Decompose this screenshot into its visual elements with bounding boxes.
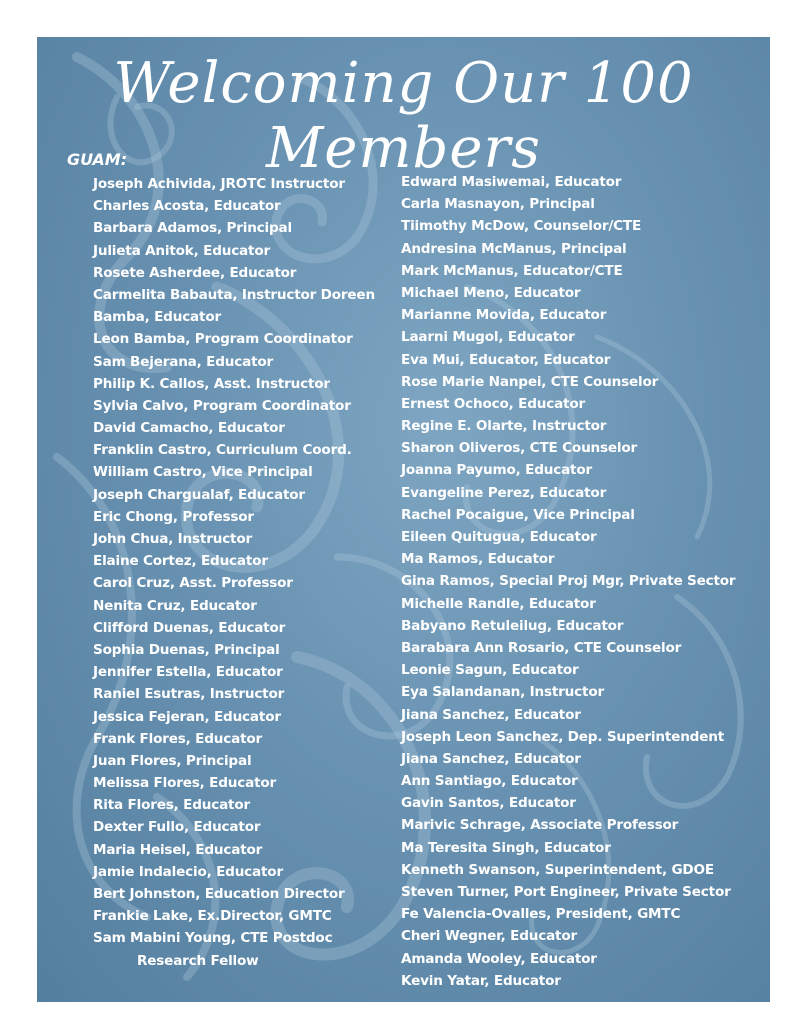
member-entry: Eric Chong, Professor (93, 508, 254, 525)
member-entry: Cheri Wegner, Educator (401, 928, 577, 945)
member-entry: Joanna Payumo, Educator (401, 462, 592, 479)
member-entry: Jessica Fejeran, Educator (93, 708, 281, 725)
member-entry: Sylvia Calvo, Program Coordinator (93, 397, 351, 414)
member-entry: Jamie Indalecio, Educator (93, 863, 283, 880)
member-entry: Ma Ramos, Educator (401, 551, 555, 568)
member-entry: Rita Flores, Educator (93, 797, 250, 814)
member-entry: Jiana Sanchez, Educator (401, 706, 581, 723)
member-entry: Bamba, Educator (93, 309, 221, 326)
member-entry: Melissa Flores, Educator (93, 775, 277, 792)
member-entry: Evangeline Perez, Educator (401, 484, 607, 501)
member-entry: Michelle Randle, Educator (401, 595, 596, 612)
member-entry: Dexter Fullo, Educator (93, 819, 261, 836)
member-entry: Leonie Sagun, Educator (401, 662, 579, 679)
member-entry: Sam Bejerana, Educator (93, 353, 274, 370)
member-entry: Barbara Adamos, Principal (93, 220, 292, 237)
member-entry: Eva Mui, Educator, Educator (401, 351, 611, 368)
member-entry: Mark McManus, Educator/CTE (401, 262, 623, 279)
member-entry: Ernest Ochoco, Educator (401, 395, 586, 412)
member-entry: Babyano Retuleilug, Educator (401, 617, 624, 634)
member-entry: Regine E. Olarte, Instructor (401, 418, 607, 435)
member-entry: Sharon Oliveros, CTE Counselor (401, 440, 638, 457)
member-entry: Sophia Duenas, Principal (93, 641, 280, 658)
member-entry: Franklin Castro, Curriculum Coord. (93, 442, 352, 459)
member-entry: David Camacho, Educator (93, 420, 285, 437)
member-entry: Frankie Lake, Ex.Director, GMTC (93, 908, 332, 925)
member-entry: Fe Valencia-Ovalles, President, GMTC (401, 906, 681, 923)
member-entry: Nenita Cruz, Educator (93, 597, 257, 614)
member-entry: Amanda Wooley, Educator (401, 950, 597, 967)
member-entry-continuation: Research Fellow (137, 952, 259, 969)
member-entry: Marianne Movida, Educator (401, 307, 607, 324)
member-entry: Elaine Cortez, Educator (93, 553, 268, 570)
member-entry: Carla Masnayon, Principal (401, 196, 595, 213)
member-entry: Kevin Yatar, Educator (401, 972, 561, 989)
members-poster (37, 37, 770, 1002)
member-entry: Carol Cruz, Asst. Professor (93, 575, 293, 592)
members-list-column-2 (401, 171, 766, 992)
member-entry: Philip K. Callos, Asst. Instructor (93, 375, 330, 392)
member-entry: Jennifer Estella, Educator (93, 664, 283, 681)
member-entry: Raniel Esutras, Instructor (93, 686, 285, 703)
member-entry: Bert Johnston, Education Director (93, 886, 345, 902)
member-entry: Carmelita Babauta, Instructor Doreen (93, 286, 375, 303)
member-entry: Gavin Santos, Educator (401, 795, 576, 812)
member-entry: Joseph Achivida, JROTC Instructor (93, 176, 345, 192)
member-entry: Steven Turner, Port Engineer, Private Sector (401, 884, 731, 900)
member-entry: Juan Flores, Principal (93, 752, 252, 769)
page-title: Welcoming Our 100 Members (113, 51, 694, 181)
member-entry: Edward Masiwemai, Educator (401, 174, 622, 190)
member-entry: Jiana Sanchez, Educator (401, 750, 581, 767)
member-entry: Ann Santiago, Educator (401, 773, 578, 790)
member-entry: Rachel Pocaigue, Vice Principal (401, 506, 635, 523)
member-entry: Leon Bamba, Program Coordinator (93, 331, 353, 348)
member-entry: Laarni Mugol, Educator (401, 329, 575, 346)
member-entry: Eya Salandanan, Instructor (401, 684, 604, 701)
member-entry: Charles Acosta, Educator (93, 198, 281, 215)
member-entry: William Castro, Vice Principal (93, 464, 313, 481)
member-entry: Frank Flores, Educator (93, 730, 263, 747)
member-entry: Rose Marie Nanpei, CTE Counselor (401, 373, 659, 390)
member-entry: Marivic Schrage, Associate Professor (401, 817, 679, 834)
member-entry: Joseph Chargualaf, Educator (93, 486, 305, 503)
members-list-column-1 (93, 173, 393, 972)
region-label: GUAM: (67, 150, 128, 169)
member-entry: Sam Mabini Young, CTE Postdoc (93, 930, 333, 947)
member-entry: Gina Ramos, Special Proj Mgr, Private Sector (401, 573, 736, 590)
member-entry: Julieta Anitok, Educator (93, 242, 270, 259)
member-entry: Barabara Ann Rosario, CTE Counselor (401, 639, 682, 656)
member-entry: Clifford Duenas, Educator (93, 619, 286, 636)
member-entry: Michael Meno, Educator (401, 284, 581, 301)
member-entry: Andresina McManus, Principal (401, 240, 627, 257)
member-entry: Rosete Asherdee, Educator (93, 264, 297, 281)
member-entry: Joseph Leon Sanchez, Dep. Superintendent (401, 728, 724, 745)
member-entry: John Chua, Instructor (93, 531, 252, 547)
member-entry: Kenneth Swanson, Superintendent, GDOE (401, 861, 714, 878)
member-entry: Tiimothy McDow, Counselor/CTE (401, 218, 642, 235)
member-entry: Eileen Quitugua, Educator (401, 529, 597, 545)
member-entry: Ma Teresita Singh, Educator (401, 839, 611, 856)
member-entry: Maria Heisel, Educator (93, 841, 263, 858)
